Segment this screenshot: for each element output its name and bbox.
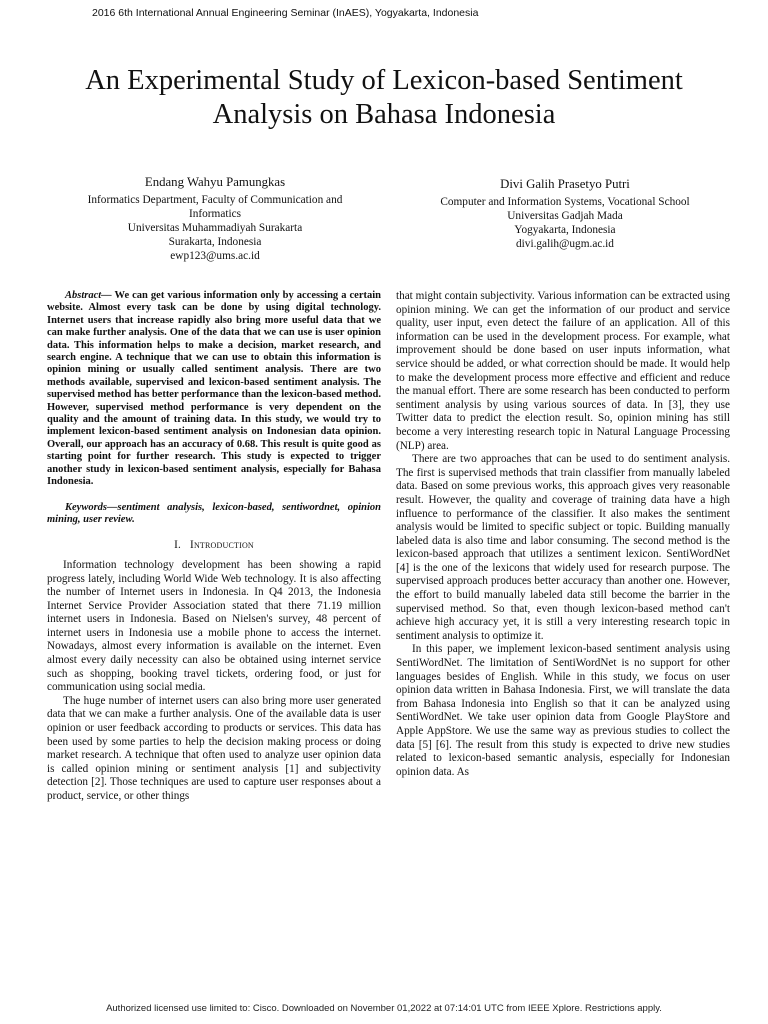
body-paragraph: In this paper, we implement lexicon-based sentiment analysis using SentiWordNet. The limitation of SentiWordNet is no support for other languages besides of English. While in this study, we focus on user opinion data written in Bahasa Indonesia. First, we will translate the data from Bahasa Indonesia into English so that it can be analyzed using SentiWordNet. We take user opinion data from Google PlayStore and Apple AppStore. We use the same way as previous studies to collect the data [5] [6]. The result from this study is expected to drive new studies related to lexicon-based semantic analysis, especially for Indonesian opinion data. As — [396, 643, 730, 778]
keywords — [47, 502, 381, 527]
author-affiliation: Computer and Information Systems, Vocational School — [440, 196, 690, 208]
author-block-2 — [400, 177, 730, 251]
author-email: ewp123@ums.ac.id — [170, 250, 260, 262]
section-heading — [47, 539, 381, 553]
author-name: Endang Wahyu Pamungkas — [144, 175, 286, 189]
author-location: Yogyakarta, Indonesia — [514, 224, 616, 236]
author-name: Divi Galih Prasetyo Putri — [500, 177, 630, 191]
paper-title — [40, 64, 728, 132]
section-title: Introduction — [190, 539, 254, 552]
license-footer: Authorized licensed use limited to: Cisco. Downloaded on November 01,2022 at 07:14:01 UTC from IEEE Xplore. Restrictions apply. — [106, 1003, 662, 1014]
body-paragraph: There are two approaches that can be used to do sentiment analysis. The first is supervised methods that train classifier from manually labeled data. Based on some previous works, this approach gives very reasonable result. However, the quality and coverage of training data have a high influence to performance of the classifier. It also makes the sentiment analysis would be limited to specific subject or topic. Building manually labeled data is also time and labor consuming. The second method is the lexicon-based approach that utilizes a sentiment lexicon. SentiWordNet [4] is the one of the lexicons that widely used for research purpose. The supervised approach produces better accuracy than another one. However, the effort to build manually labeled data still become the barrier in the supervised method. So that, even though lexicon-based method can't achieve high accuracy yet, it is still a very interesting research topic in sentiment analysis to optimize it. — [396, 453, 730, 642]
author-affiliation-cont: Informatics — [188, 208, 242, 220]
body-paragraph: that might contain subjectivity. Various information can be extracted using opinion mining. We can get the information of our product and service quality, user input, even detect the failure of an application. All of this information can be used in the development process. For example, what improvement should be done based on user inputs information, what service should be added, or what correction should be made. It would help to make the development process more effective and efficient and reduce the manual effort. There are some research has been conducted to perform sentiment analysis by using various sources of data. In [3], they use Twitter data to predict the election result. So, opinion mining has still become a very interesting research topic in Natural Language Processing (NLP) area. — [396, 290, 730, 452]
author-institution: Universitas Muhammadiyah Surakarta — [127, 222, 303, 234]
keywords-text: sentiment analysis, lexicon-based, sentiwordnet, opinion mining, user review. — [47, 501, 381, 525]
right-column — [396, 290, 730, 779]
author-email: divi.galih@ugm.ac.id — [516, 238, 614, 250]
author-block-1 — [50, 175, 380, 263]
author-institution: Universitas Gadjah Mada — [507, 210, 623, 222]
body-paragraph: The huge number of internet users can also bring more user generated data that we can make a further analysis. One of the available data is user opinion or user feedback according to products or services. This data has been used by some parties to help the decision making process or doing market research. A technique that often used to analyze user opinion data is called opinion mining or sentiment analysis [1] and subjectivity detection [2]. Those techniques are used to capture user responses about a product, service, or other things — [47, 694, 381, 802]
abstract — [47, 290, 381, 489]
conference-header: 2016 6th International Annual Engineering Seminar (InAES), Yogyakarta, Indonesia — [92, 7, 479, 19]
body-paragraph: Information technology development has been showing a rapid progress lately, including World Wide Web technology. It is also affecting the number of Internet users in Indonesia. In Q4 2013, the Indonesia Internet Service Provider Association stated that there 71.19 million internet users in Indonesia. Based on Nielsen's survey, 48 percent of internet users in Indonesia use a mobile phone to access the internet. Nowadays, almost every information is available on the internet. Even almost every daily necessity can also be obtained using internet service such as shopping, booking travel tickets, ordering food, or just for communication using social media. — [47, 558, 381, 694]
keywords-label: Keywords— — [65, 501, 118, 513]
title-line-1: An Experimental Study of Lexicon-based Sentiment — [85, 65, 683, 96]
abstract-label: Abstract— — [65, 290, 112, 301]
author-location: Surakarta, Indonesia — [168, 236, 262, 248]
abstract-text: We can get various information only by accessing a certain website. Almost every task can be done by using digital technology. Internet users that increase rapidly also bring more useful data that we can make further analysis. One of the data that we can use is user opinion data. This information helps to make a decision, market research, and search engine. A technique that we can use to obtain this information is opinion mining or usually called sentiment analysis. There are two methods available, supervised and lexicon-based sentiment analysis. The supervised method has better performance than the lexicon-based method. However, supervised method performance is very dependent on the quality and the amount of training data. In this study, we would try to implement lexicon-based sentiment analysis on Indonesian data opinion. Overall, our approach has an accuracy of 0.68. This result is quite good as starting point for further research. This study is expected to trigger another study in lexicon-based sentiment analysis, especially for Bahasa Indonesia. — [47, 290, 381, 488]
title-line-2: Analysis on Bahasa Indonesia — [212, 99, 556, 130]
left-column — [47, 290, 381, 804]
section-number: I. — [174, 539, 182, 552]
author-affiliation: Informatics Department, Faculty of Communication and — [87, 194, 343, 206]
